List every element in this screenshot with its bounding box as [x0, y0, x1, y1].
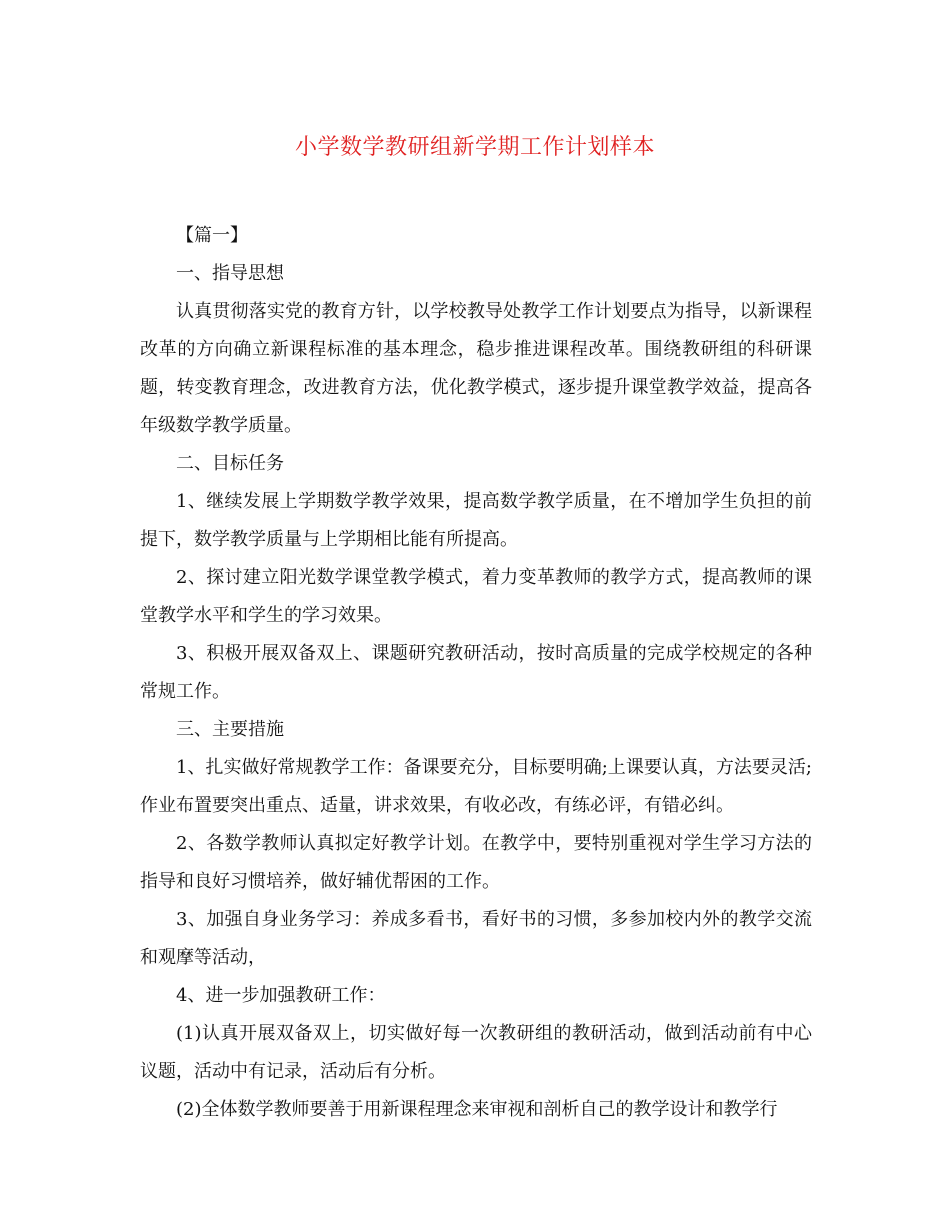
paragraph: 2、各数学教师认真拟定好教学计划。在教学中，要特别重视对学生学习方法的指导和良好习惯培养，做好辅优帮困的工作。: [140, 833, 812, 892]
document-title: 小学数学教研组新学期工作计划样本: [294, 135, 655, 160]
paragraph: 认真贯彻落实党的教育方针，以学校教导处教学工作计划要点为指导，以新课程改革的方向确立新课程标准的基本理念，稳步推进课程改革。围绕教研组的科研课题，转变教育理念，改进教育方法，优化教学模式，逐步提升课堂教学效益，提高各年级数学教学质量。: [140, 301, 812, 436]
heading-measures: 三、主要措施: [176, 719, 284, 740]
paragraph: (1)认真开展双备双上，切实做好每一次教研组的教研活动，做到活动前有中心议题，活动中有记录，活动后有分析。: [140, 1023, 812, 1082]
heading-goals: 二、目标任务: [176, 453, 284, 474]
section-label: 【篇一】: [176, 225, 248, 246]
paragraph: 2、探讨建立阳光数学课堂教学模式，着力变革教师的教学方式，提高教师的课堂教学水平和学生的学习效果。: [140, 567, 812, 626]
paragraph: 3、积极开展双备双上、课题研究教研活动，按时高质量的完成学校规定的各种常规工作。: [140, 643, 812, 702]
paragraph: 1、继续发展上学期数学教学效果，提高数学教学质量，在不增加学生负担的前提下，数学教学质量与上学期相比能有所提高。: [140, 491, 812, 550]
paragraph: 3、加强自身业务学习：养成多看书，看好书的习惯，多参加校内外的教学交流和观摩等活动，: [140, 909, 812, 968]
paragraph: (2)全体数学教师要善于用新课程理念来审视和剖析自己的教学设计和教学行: [176, 1099, 778, 1120]
heading-guiding-thought: 一、指导思想: [176, 263, 284, 284]
document-body: [140, 217, 812, 1129]
paragraph: 4、进一步加强教研工作：: [176, 985, 386, 1006]
paragraph: 1、扎实做好常规教学工作：备课要充分，目标要明确;上课要认真，方法要灵活;作业布置要突出重点、适量，讲求效果，有收必改，有练必评，有错必纠。: [140, 757, 812, 816]
